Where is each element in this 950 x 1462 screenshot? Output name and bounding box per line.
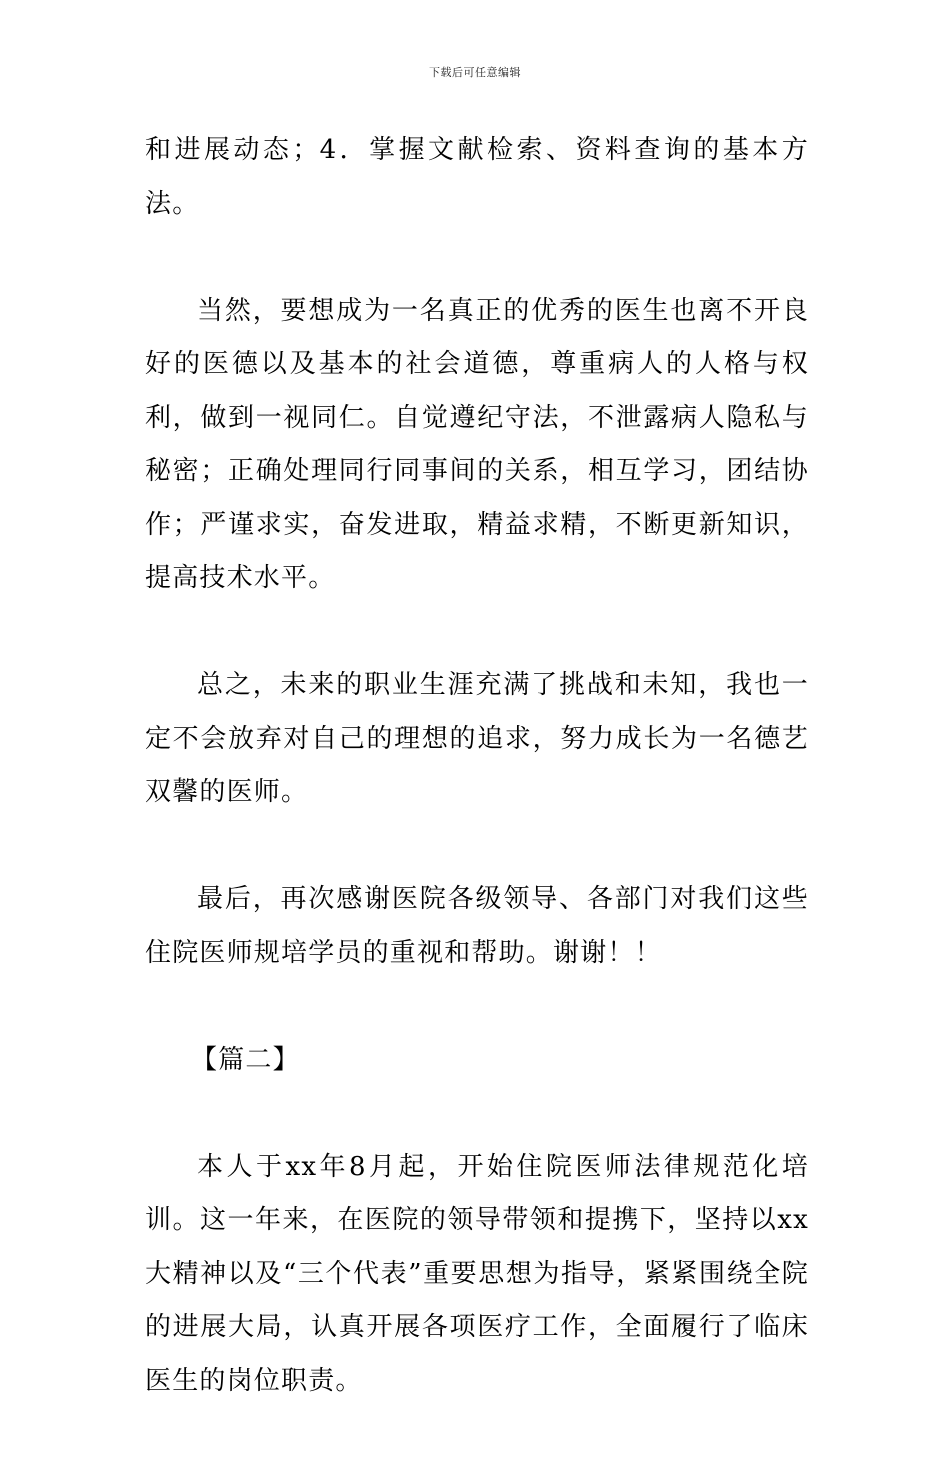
- paragraph-conclusion: 总之，未来的职业生涯充满了挑战和未知，我也一定不会放弃对自己的理想的追求，努力成长为一名德艺双馨的医师。: [145, 670, 809, 807]
- document-body: [145, 124, 809, 1462]
- section-heading: 【篇二】: [191, 1044, 300, 1075]
- paragraph-continuation: 和进展动态；4．掌握文献检索、资料查询的基本方法。: [145, 135, 809, 219]
- paragraph-section-two: 本人于xx年8月起，开始住院医师法律规范化培训。这一年来，在医院的领导带领和提携下，坚持以xx大精神以及“三个代表”重要思想为指导，紧紧围绕全院的进展大局，认真开展各项医疗工作，全面履行了临床医生的岗位职责。: [145, 1151, 809, 1396]
- page-header: 下载后可任意编辑: [429, 66, 521, 79]
- paragraph-thanks: 最后，再次感谢医院各级领导、各部门对我们这些住院医师规培学员的重视和帮助。谢谢！！: [145, 884, 809, 968]
- paragraph-medical-ethics: 当然，要想成为一名真正的优秀的医生也离不开良好的医德以及基本的社会道德，尊重病人的人格与权利，做到一视同仁。自觉遵纪守法，不泄露病人隐私与秘密；正确处理同行同事间的关系，相互学习，团结协作；严谨求实，奋发进取，精益求精，不断更新知识，提高技术水平。: [145, 295, 809, 593]
